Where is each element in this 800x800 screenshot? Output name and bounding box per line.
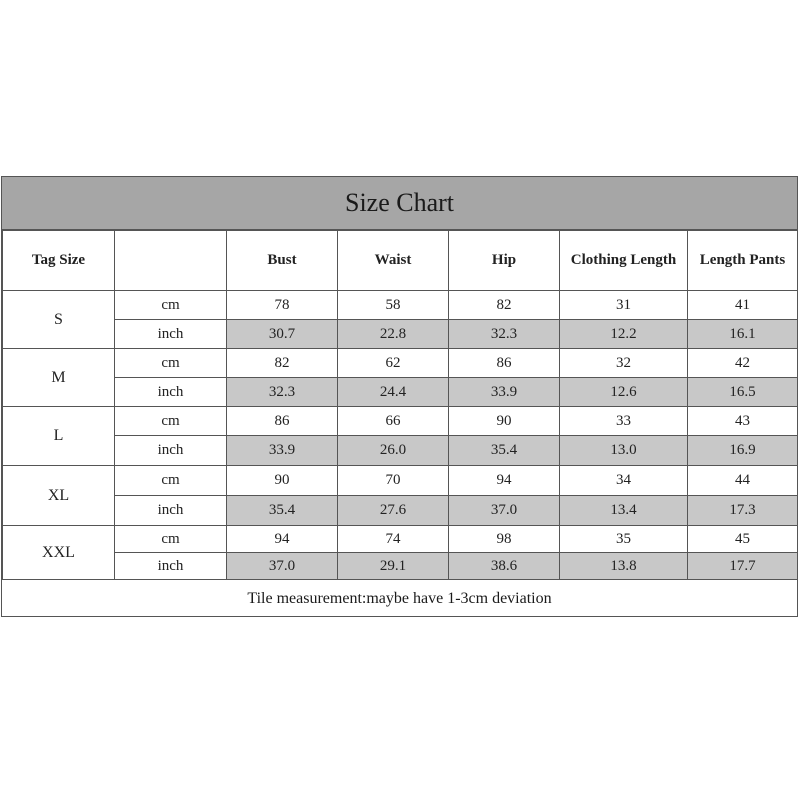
- value-cell: 70: [338, 466, 449, 496]
- table-row: [3, 407, 798, 436]
- value-cell: 17.7: [688, 553, 798, 580]
- value-cell: 17.3: [688, 496, 798, 526]
- header-tag-size: Tag Size: [3, 231, 115, 291]
- value-cell: 12.2: [560, 320, 688, 349]
- value-cell: 37.0: [449, 496, 560, 526]
- unit-cell: cm: [115, 466, 227, 496]
- header-clothing-length: Clothing Length: [560, 231, 688, 291]
- unit-cell: inch: [115, 320, 227, 349]
- value-cell: 13.8: [560, 553, 688, 580]
- table-row: [3, 378, 798, 407]
- value-cell: 43: [688, 407, 798, 436]
- header-unit: [115, 231, 227, 291]
- measurement-note: Tile measurement:maybe have 1-3cm deviation: [2, 579, 797, 617]
- table-row: [3, 526, 798, 553]
- value-cell: 37.0: [227, 553, 338, 580]
- size-table: [2, 230, 798, 580]
- value-cell: 90: [227, 466, 338, 496]
- value-cell: 94: [227, 526, 338, 553]
- value-cell: 13.4: [560, 496, 688, 526]
- value-cell: 94: [449, 466, 560, 496]
- size-tag-cell: XL: [3, 466, 115, 526]
- header-row: [3, 231, 798, 291]
- value-cell: 32: [560, 349, 688, 378]
- table-row: [3, 553, 798, 580]
- value-cell: 44: [688, 466, 798, 496]
- header-hip: Hip: [449, 231, 560, 291]
- value-cell: 33: [560, 407, 688, 436]
- value-cell: 22.8: [338, 320, 449, 349]
- header-waist: Waist: [338, 231, 449, 291]
- unit-cell: cm: [115, 291, 227, 320]
- value-cell: 86: [227, 407, 338, 436]
- value-cell: 33.9: [227, 436, 338, 466]
- value-cell: 35.4: [449, 436, 560, 466]
- value-cell: 33.9: [449, 378, 560, 407]
- value-cell: 86: [449, 349, 560, 378]
- value-cell: 90: [449, 407, 560, 436]
- table-row: [3, 496, 798, 526]
- value-cell: 98: [449, 526, 560, 553]
- size-chart: [1, 176, 798, 617]
- value-cell: 32.3: [449, 320, 560, 349]
- value-cell: 31: [560, 291, 688, 320]
- size-tag-cell: XXL: [3, 526, 115, 580]
- value-cell: 27.6: [338, 496, 449, 526]
- unit-cell: inch: [115, 496, 227, 526]
- unit-cell: cm: [115, 349, 227, 378]
- value-cell: 12.6: [560, 378, 688, 407]
- value-cell: 35.4: [227, 496, 338, 526]
- value-cell: 30.7: [227, 320, 338, 349]
- table-row: [3, 291, 798, 320]
- value-cell: 66: [338, 407, 449, 436]
- size-tag-cell: M: [3, 349, 115, 407]
- value-cell: 32.3: [227, 378, 338, 407]
- unit-cell: cm: [115, 526, 227, 553]
- value-cell: 26.0: [338, 436, 449, 466]
- value-cell: 41: [688, 291, 798, 320]
- value-cell: 58: [338, 291, 449, 320]
- value-cell: 62: [338, 349, 449, 378]
- value-cell: 24.4: [338, 378, 449, 407]
- header-length-pants: Length Pants: [688, 231, 798, 291]
- size-tag-cell: S: [3, 291, 115, 349]
- value-cell: 16.5: [688, 378, 798, 407]
- value-cell: 42: [688, 349, 798, 378]
- table-row: [3, 436, 798, 466]
- value-cell: 16.1: [688, 320, 798, 349]
- chart-title: Size Chart: [2, 177, 797, 230]
- unit-cell: inch: [115, 436, 227, 466]
- unit-cell: inch: [115, 378, 227, 407]
- value-cell: 35: [560, 526, 688, 553]
- value-cell: 16.9: [688, 436, 798, 466]
- value-cell: 13.0: [560, 436, 688, 466]
- unit-cell: cm: [115, 407, 227, 436]
- value-cell: 78: [227, 291, 338, 320]
- value-cell: 38.6: [449, 553, 560, 580]
- table-row: [3, 349, 798, 378]
- value-cell: 34: [560, 466, 688, 496]
- size-tag-cell: L: [3, 407, 115, 466]
- value-cell: 45: [688, 526, 798, 553]
- unit-cell: inch: [115, 553, 227, 580]
- value-cell: 82: [227, 349, 338, 378]
- value-cell: 74: [338, 526, 449, 553]
- value-cell: 29.1: [338, 553, 449, 580]
- table-row: [3, 466, 798, 496]
- table-row: [3, 320, 798, 349]
- header-bust: Bust: [227, 231, 338, 291]
- value-cell: 82: [449, 291, 560, 320]
